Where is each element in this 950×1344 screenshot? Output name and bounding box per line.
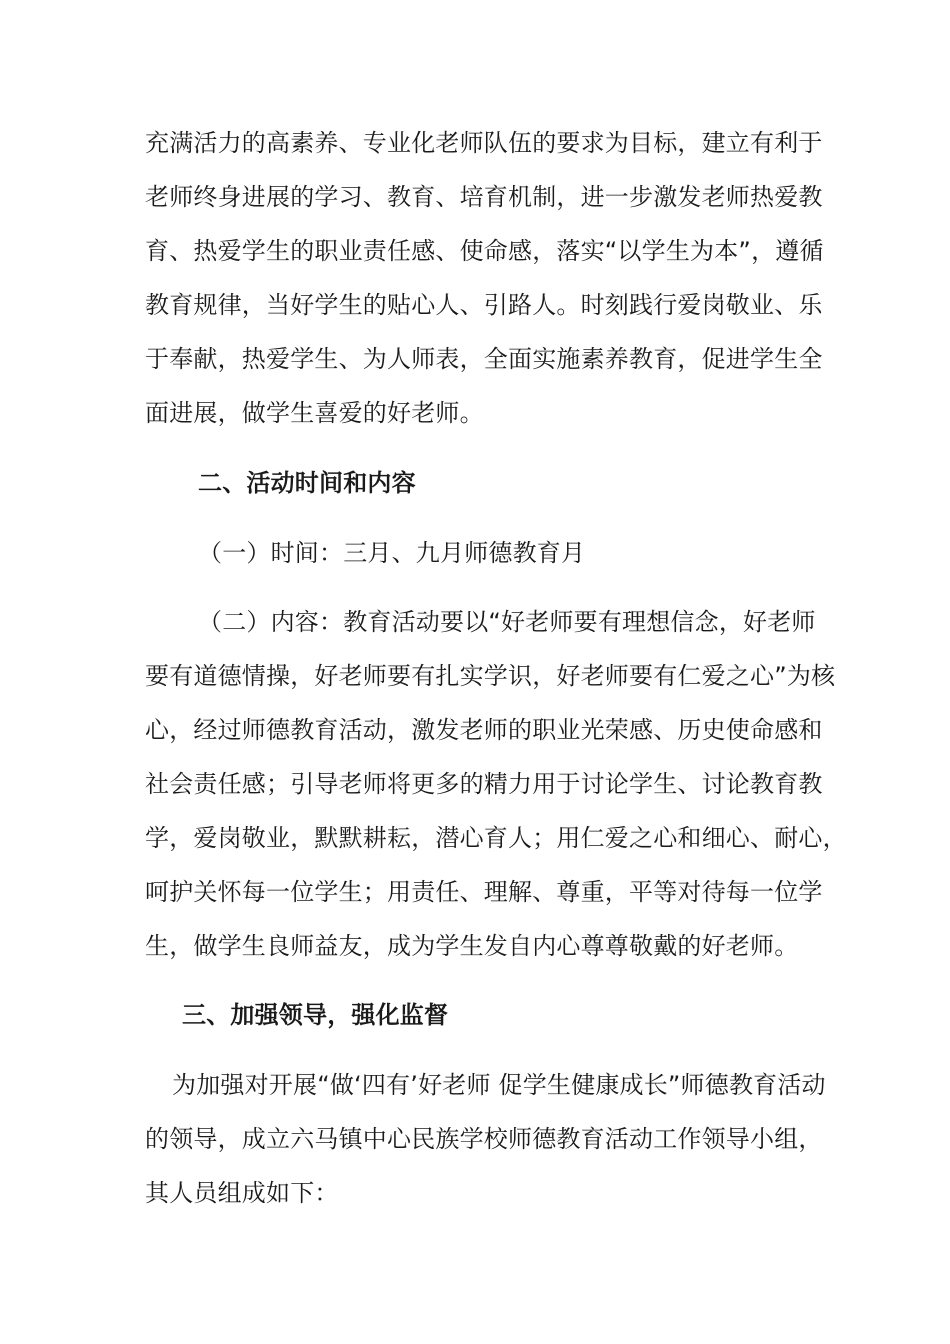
- intro-line: 于奉献，热爱学生、为人师表，全面实施素养教育，促进学生全: [145, 345, 823, 373]
- leadership-line: 为加强对开展“做‘四有’好老师 促学生健康成长”师德教育活动: [172, 1071, 826, 1099]
- content-line: 呵护关怀每一位学生；用责任、理解、尊重，平等对待每一位学: [145, 878, 823, 906]
- content-line: 社会责任感；引导老师将更多的精力用于讨论学生、讨论教育教: [145, 770, 823, 798]
- section-heading: 三、加强领导，强化监督: [182, 1001, 449, 1029]
- leadership-line: 的领导，成立六马镇中心民族学校师德教育活动工作领导小组，: [145, 1125, 823, 1153]
- leadership-line: 其人员组成如下：: [145, 1179, 339, 1207]
- content-line: 生，做学生良师益友，成为学生发自内心尊尊敬戴的好老师。: [145, 932, 799, 960]
- content-line: 学，爱岗敬业，默默耕耘，潜心育人；用仁爱之心和细心、耐心，: [145, 824, 847, 852]
- time-line: （一）时间：三月、九月师德教育月: [198, 539, 586, 567]
- intro-line: 面进展，做学生喜爱的好老师。: [145, 399, 484, 427]
- intro-line: 充满活力的高素养、专业化老师队伍的要求为目标，建立有利于: [145, 129, 823, 157]
- content-line: 要有道德情操，好老师要有扎实学识，好老师要有仁爱之心”为核: [145, 662, 836, 690]
- content-line: 心，经过师德教育活动，激发老师的职业光荣感、历史使命感和: [145, 716, 823, 744]
- intro-line: 老师终身进展的学习、教育、培育机制，进一步激发老师热爱教: [145, 183, 823, 211]
- intro-line: 教育规律，当好学生的贴心人、引路人。时刻践行爱岗敬业、乐: [145, 291, 823, 319]
- section-heading: 二、活动时间和内容: [198, 469, 416, 497]
- intro-line: 育、热爱学生的职业责任感、使命感，落实“以学生为本”，遵循: [145, 237, 824, 265]
- content-line: （二）内容：教育活动要以“好老师要有理想信念，好老师: [198, 608, 816, 636]
